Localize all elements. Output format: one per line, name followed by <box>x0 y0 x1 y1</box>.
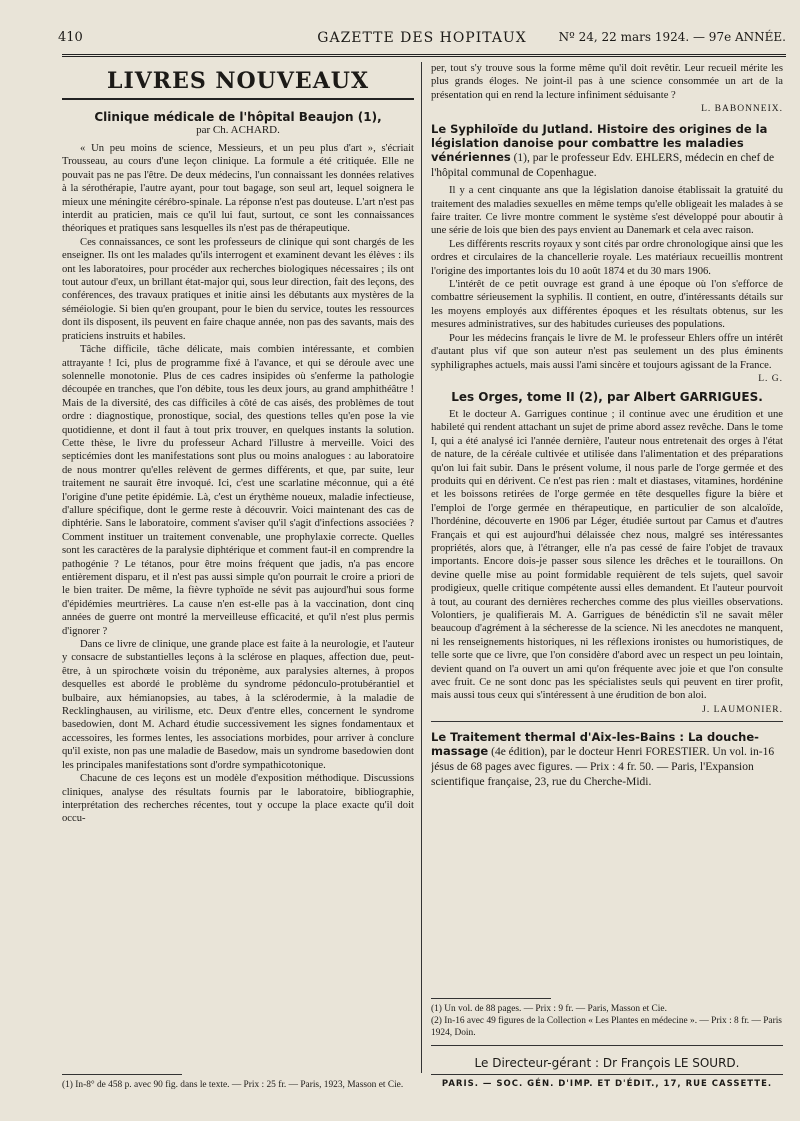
review-title: Les Orges, tome II (2), par Albert GARRIGUES. <box>451 389 763 404</box>
paragraph: Il y a cent cinquante ans que la législation danoise établissait la gratuité du traitement des maladies sexuelles en même temps qu'elle obligeait les malades à se faire traiter. Ce livre montre comment le système s'est développé pour aboutir à une série de lois que bien des pays envient au Danemark et cela avec raison. <box>431 185 783 237</box>
paragraph: Et le docteur A. Garrigues continue ; il continue avec une érudition et une habileté qui rendent attachant un sujet de prime abord assez revêche. Dans le tome I, qui a été analysé ici l'année dernière, l'auteur nous entretenait des orges à l'état de nature, de la céréale cultivée et utilisée dans l'alimentation et des préparations qu'on lui fait subir. Dans le présent volume, il nous parle de l'orge germée et des produits qui en dérivent. Ce n'est pas rien : malt et diastases, vitamines, hordénine et les boissons retirées de l'orge germée en tête desquelles figure la bière et l'emploi de l'orge germée en thérapeutique, en particulier de son alcaloïde, l'hordénine, découverte en 1906 par Léger, étudiée surtout par Camus et d'autres Français et qui est aujourd'hui délaissée chez nous, malgré ses intéressantes propriétés, alors que, à l'étranger, elle n'a pas cessé de faire l'objet de travaux importants. Encore dois-je passer sous silence les drêches et le touraillons. On devine quelle mise au point formidable requièrent de tels sujets, quel savoir prodigieux, quelle critique compétente aussi elles demandent. Et l'auteur pourvoit à tout, au courant des dernières recherches comme des plus vieilles observations. Volontiers, je qualifierais M. A. Garrigues de bénédictin s'il ne savait mêler beaucoup d'agrément à la sécheresse de la science. Ni les anecdotes ne manquent, ni les renseignements historiques, ni les réflexions ironistes ou humoristiques, de telle sorte que ce livre, que l'on considère d'abord avec un respect un peu lointain, devient quand on l'a ouvert un ami qu'on fréquente avec joie et que l'on consulte avec fruit. Ce ne sont donc pas les spécialistes seuls qui peuvent en tirer profit, mais aussi tous ceux qui s'intéressent à une érudition de bon aloi. <box>431 408 783 702</box>
footnote: (1) In-8° de 458 p. avec 90 fig. dans le texte. — Prix : 25 fr. — Paris, 1923, Masson et Cie. <box>62 1080 404 1090</box>
footnote: (2) In-16 avec 49 figures de la Collection « Les Plantes en médecine ». — Prix : 8 fr. — Paris 1924, Doin. <box>431 1016 782 1038</box>
review-title <box>431 730 783 789</box>
paragraph: Chacune de ces leçons est un modèle d'exposition méthodique. Discussions cliniques, analyse des résultats fournis par le laboratoire, bibliographie, interprétation des recherches récentes, tout y occupe la place exacte qu'il doit occu- <box>62 773 414 825</box>
header-rule <box>62 54 786 57</box>
column-divider <box>421 62 422 1073</box>
paragraph: L'intérêt de ce petit ouvrage est grand à une époque où l'on s'efforce de combattre sérieusement la syphilis. Il contient, en outre, d'intéressants détails sur les moyens employés aux différentes époques et les résultats obtenus, sur les mesures administratives, sur des habitudes curieuses des populations. <box>431 279 783 331</box>
left-column <box>62 62 414 1097</box>
separator-rule <box>431 1045 783 1046</box>
review-title <box>431 122 783 180</box>
paragraph: « Un peu moins de science, Messieurs, et un peu plus d'art », s'écriait Trousseau, au cours d'une leçon clinique. La formule a été critiquée. Elle ne pouvait pas ne pas l'être. De deux médecins, l'un connaissant les données relatives à la sérothérapie, l'autre ayant, pour tout bagage, son seul art, lequel soignera le mieux une méningite cérébro-spinale. La réponse n'est pas douteuse. L'art n'est pas interdit au praticien, mais ce qu'il lui faut, surtout, ce sont les connaissances théoriques et pratiques sans lesquelles ils n'est pas de thérapeutique. <box>62 143 414 235</box>
printer-line: PARIS. — SOC. GÉN. D'IMP. ET D'ÉDIT., 17, RUE CASSETTE. <box>441 1079 773 1089</box>
paragraph: Dans ce livre de clinique, une grande place est faite à la neurologie, et l'auteur y consacre de substantielles leçons à la sclérose en plaques, affection due, peut-être, à un spirochœte voisin du tréponème, aux paralysies alternes, à propos desquelles est abordé le problème du syndrome pédonculo-protubérantiel et bulbaire, aux hémianopsies, au tabes, à la sclérodermie, à la maladie de Recklinghausen, au virilisme, etc. Deux d'entre elles, concernent le syndrome basedowien, dont M. Achard étudie successivement les signes fondamentaux et accessoires, les formes lentes, les associations morbides, pour arriver à conclure qu'il existe, non pas une maladie de Basedow, mais un syndrome basedowien dont les principales manifestations sont d'ordre sympathicotonique. <box>62 639 414 771</box>
left-footnote-block <box>62 1066 414 1091</box>
signature: L. BABONNEIX. <box>701 104 783 115</box>
paragraph: Ces connaissances, ce sont les professeurs de clinique qui sont chargés de les enseigner. Ils ont les malades qu'ils interrogent et examinent devant les élèves : ils ont les laboratoires, pour procéder aux recherches biologiques nécessaires ; ils ont tout autour d'eux, un brillant état-major qui, sous leur direction, fait des leçons, des conférences, des travaux pratiques et initie ainsi les débutants aux mystères de la séméiologie. Si bien qu'en groupant, pour le bien du service, toutes les ressources dont ils disposent, ils peuvent en faire chaque année, non pas des savants, mais des praticiens instruits et habiles. <box>62 236 414 342</box>
section-title-rule <box>62 98 414 100</box>
paragraph: Les différents rescrits royaux y sont cités par ordre chronologique ainsi que les ordres et circulaires de la chancellerie royale. Les matériaux recueillis montrent l'origine des importantes lois du 10 août 1874 et du 30 mars 1906. <box>431 238 783 277</box>
review-title-rest: (1), par le professeur Edv. EHLERS, médecin en chef de l'hôpital communal de Copenhague. <box>431 152 775 180</box>
paragraph: Pour les médecins français le livre de M. le professeur Ehlers offre un intérêt d'autant plus vif que son auteur n'est pas seulement un des plus éminents syphiligraphes actuels, mais aussi l'ami sincère et toujours agissant de la France. <box>431 332 783 371</box>
director-line: Le Directeur-gérant : Dr François LE SOURD. <box>474 1056 740 1070</box>
right-footer-block <box>431 990 783 1089</box>
review-title: Clinique médicale de l'hôpital Beaujon (1), <box>94 110 382 124</box>
review-title-rest: (4e édition), par le docteur Henri FORESTIER. Un vol. in-16 jésus de 68 pages avec figures. — Prix : 4 fr. 50. — Paris, l'Expansion scientifique française, 23, rue du Cherche-Midi. <box>431 745 775 788</box>
footnote-rule <box>431 998 551 999</box>
footnote: (1) Un vol. de 88 pages. — Prix : 9 fr. — Paris, Masson et Cie. <box>431 1004 667 1014</box>
page-number: 410 <box>58 30 83 45</box>
issue-info: Nº 24, 22 mars 1924. — 97e ANNÉE. <box>558 30 786 44</box>
review-title-bold: Le Traitement thermal d'Aix-les-Bains : La douche-massage <box>431 729 759 758</box>
section-title: LIVRES NOUVEAUX <box>106 68 370 94</box>
signature: L. G. <box>758 373 783 384</box>
footnote-rule <box>62 1074 182 1075</box>
review-title-bold: Le Syphiloïde du Jutland. Histoire des origines de la législation danoise pour combattre les maladies vénériennes <box>431 122 768 165</box>
signature: J. LAUMONIER. <box>702 704 783 715</box>
page-header <box>58 30 786 52</box>
journal-title: GAZETTE DES HOPITAUX <box>317 30 527 46</box>
paragraph: Tâche difficile, tâche délicate, mais combien intéressante, et combien attrayante ! Ici, plus de programme fixé à l'avance, et qui se déroule avec une solennelle monotonie. Plus de ces cadres insipides où s'enferme la pathologie découpée en tranches, que l'on débite, tous les deux jours, au grand amphithéâtre ! Mais de la diversité, des cas difficiles à côté de cas aisés, des problèmes de tout ordre : diagnostique, pronostique, social, des questions telles qu'en pose la vie quotidienne, et dont il faut à tout prix trouver, en quelques instants la solution. Cette thèse, le livre du professeur Achard l'illustre à merveille. Voici des septicémies dont les manifestations sont plus ou moins analogues : au laboratoire de nous montrer qu'elles relèvent de germes différents, et que, par suite, leur traitement ne saurait être invoqué. Ici, c'est une scarlatine méconnue, qui a été l'origine d'une petite épidémie. Là, c'est un érythème noueux, maladie infectieuse, d'allure spécifique, dont le germe reste à découvrir. Voici maintenant des cas de diphtérie. Sans le laboratoire, comment s'aviser qu'il s'agit d'infections associées ? Comment instituer un traitement convenable, une prophylaxie correcte. Quelles sont les caractères de la paralysie diphtérique et comment faut-il en comprendre la pathogénie ? Le tétanos, pour être moins fréquent que jadis, n'a pas encore entièrement disparu, et il n'est pas aussi simple qu'on pourrait le croire a priori de le bien traiter. De même, la fièvre typhoïde ne sévit pas aujourd'hui sous forme d'épidémies meurtrières. La cause n'en est-elle pas à la vaccination, dont cinq années de guerre ont montré la merveilleuse efficacité, et qu'il n'est plus permis d'ignorer ? <box>62 344 414 637</box>
paragraph: per, tout s'y trouve sous la forme même qu'il doit revêtir. Leur recueil mérite les plus grands éloges. Ne joint-il pas à une science consommée un art de la présentation qui en rend la lecture infiniment séduisante ? <box>431 63 783 101</box>
separator-rule <box>431 721 783 722</box>
right-column <box>431 62 783 1097</box>
review-byline: par Ch. ACHARD. <box>196 124 280 136</box>
separator-rule <box>431 1074 783 1075</box>
